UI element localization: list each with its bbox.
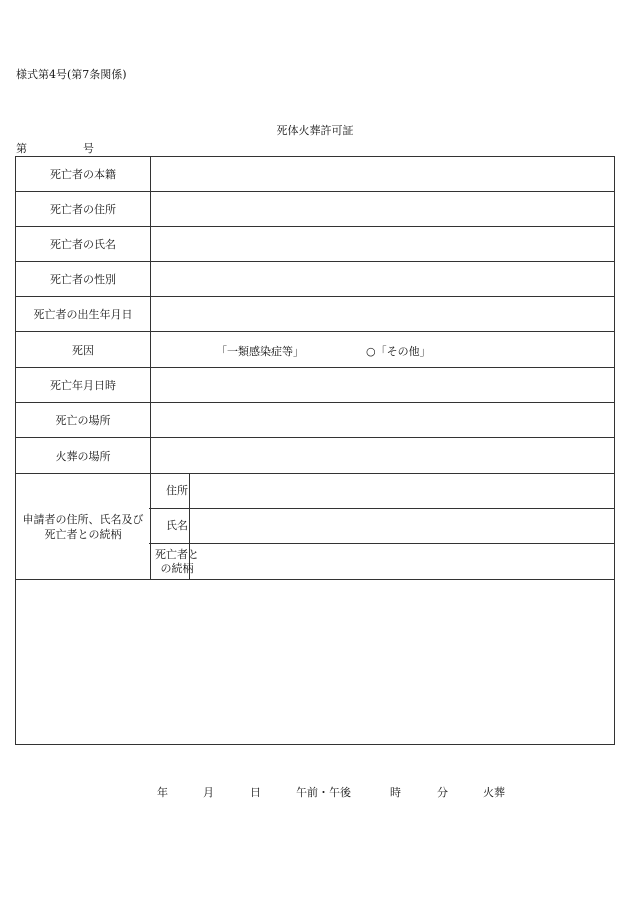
row-label: 火葬の場所 [55,449,111,463]
row-label: 死亡年月日時 [50,379,116,392]
page-title: 死体火葬許可証 [276,124,354,137]
cause-option-other: ○「その他」 [366,345,431,358]
row-cause [15,331,615,368]
permit-number-suffix: 号 [83,142,94,155]
applicant-relation-label [150,544,204,579]
footer-month: 月 [203,786,214,799]
footer-cremation: 火葬 [483,786,505,799]
row-domicile [15,156,615,192]
row-label: 死亡者の出生年月日 [33,308,133,321]
row-address [15,191,615,227]
row-label: 死亡者の本籍 [50,168,116,181]
row-label: 死亡者の氏名 [50,238,116,251]
applicant-label-line2: 死亡者との続柄 [44,527,122,541]
row-label: 死亡者の性別 [50,273,116,286]
row-label: 死因 [72,343,94,357]
applicant-row-divider-2 [149,543,615,544]
permit-number-prefix: 第 [16,142,27,155]
row-label: 死亡者の住所 [50,203,116,216]
row-sex [15,261,615,297]
applicant-block [15,473,615,580]
form-number: 様式第4号(第7条関係) [16,68,127,81]
footer-minute: 分 [437,786,448,799]
row-death-datetime [15,367,615,403]
row-label: 死亡の場所 [55,414,111,427]
applicant-label [16,474,150,579]
remarks-box [15,579,615,745]
row-name [15,226,615,262]
row-cremation-place [15,437,615,474]
footer-hour: 時 [390,786,401,799]
footer-year: 年 [157,786,168,799]
row-death-place [15,402,615,438]
applicant-relation-line2: の続柄 [160,561,194,575]
footer-day: 日 [250,786,261,799]
applicant-row-divider-1 [149,508,615,509]
applicant-address-label: 住所 [166,484,188,497]
applicant-name-label: 氏名 [166,519,188,532]
applicant-label-line1: 申請者の住所、氏名及び [22,512,144,526]
row-birthdate [15,296,615,332]
cause-option-infectious: 「一類感染症等」 [216,345,304,358]
applicant-relation-line1: 死亡者と [155,547,199,561]
footer-ampm: 午前・午後 [296,786,351,799]
